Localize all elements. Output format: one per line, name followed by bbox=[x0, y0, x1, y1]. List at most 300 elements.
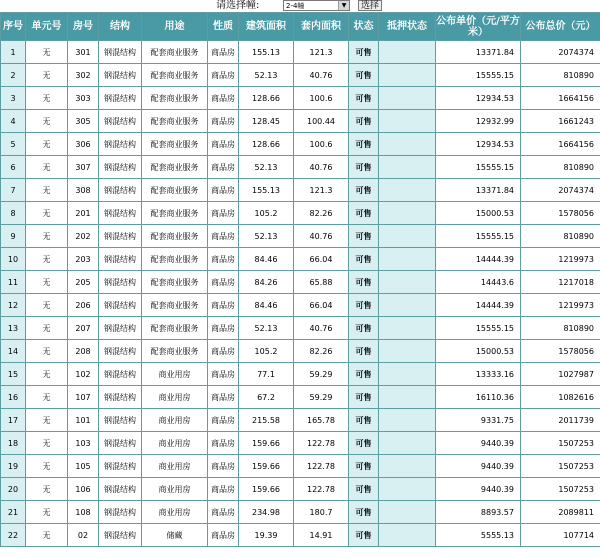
row-floor-area-cell: 52.13 bbox=[239, 64, 294, 87]
row-structure-cell: 钢混结构 bbox=[99, 455, 142, 478]
building-select[interactable] bbox=[283, 0, 350, 11]
row-unit-price-cell: 14444.39 bbox=[436, 248, 521, 271]
row-seq-cell: 12 bbox=[1, 294, 26, 317]
row-structure-cell: 钢混结构 bbox=[99, 317, 142, 340]
row-floor-area-cell: 67.2 bbox=[239, 386, 294, 409]
row-mortgage-cell bbox=[379, 340, 436, 363]
row-unit-price-cell: 15555.15 bbox=[436, 317, 521, 340]
row-nature-cell: 商品房 bbox=[208, 478, 239, 501]
row-usage-cell: 商业用房 bbox=[142, 455, 208, 478]
row-total-price-cell: 1664156 bbox=[521, 133, 600, 156]
row-unit-price-cell: 15000.53 bbox=[436, 340, 521, 363]
row-unit-price-cell: 15555.15 bbox=[436, 156, 521, 179]
row-nature-cell: 商品房 bbox=[208, 455, 239, 478]
row-total-price-cell: 1578056 bbox=[521, 202, 600, 225]
row-unit-price-cell: 12934.53 bbox=[436, 87, 521, 110]
table-row[interactable] bbox=[1, 317, 600, 340]
row-structure-cell: 钢混结构 bbox=[99, 501, 142, 524]
row-floor-area-cell: 84.46 bbox=[239, 294, 294, 317]
row-structure-cell: 钢混结构 bbox=[99, 432, 142, 455]
building-filter-bar bbox=[0, 0, 600, 12]
row-total-price-cell: 810890 bbox=[521, 64, 600, 87]
row-inner-area-cell: 59.29 bbox=[294, 386, 349, 409]
row-seq-cell: 11 bbox=[1, 271, 26, 294]
row-unit-cell: 无 bbox=[26, 248, 68, 271]
row-unit-cell: 无 bbox=[26, 455, 68, 478]
row-floor-area-cell: 77.1 bbox=[239, 363, 294, 386]
row-total-price-cell: 1507253 bbox=[521, 455, 600, 478]
row-mortgage-cell bbox=[379, 248, 436, 271]
row-structure-cell: 钢混结构 bbox=[99, 248, 142, 271]
header-col-status: 状态 bbox=[349, 13, 379, 41]
row-inner-area-cell: 100.6 bbox=[294, 87, 349, 110]
row-inner-area-cell: 165.78 bbox=[294, 409, 349, 432]
row-room-cell: 302 bbox=[68, 64, 99, 87]
row-floor-area-cell: 128.45 bbox=[239, 110, 294, 133]
table-row[interactable] bbox=[1, 524, 600, 547]
table-row[interactable] bbox=[1, 432, 600, 455]
row-status-cell: 可售 bbox=[349, 478, 379, 501]
row-structure-cell: 钢混结构 bbox=[99, 202, 142, 225]
row-mortgage-cell bbox=[379, 432, 436, 455]
row-nature-cell: 商品房 bbox=[208, 133, 239, 156]
row-structure-cell: 钢混结构 bbox=[99, 64, 142, 87]
row-floor-area-cell: 159.66 bbox=[239, 478, 294, 501]
row-inner-area-cell: 121.3 bbox=[294, 179, 349, 202]
row-nature-cell: 商品房 bbox=[208, 294, 239, 317]
row-room-cell: 101 bbox=[68, 409, 99, 432]
row-inner-area-cell: 180.7 bbox=[294, 501, 349, 524]
row-mortgage-cell bbox=[379, 64, 436, 87]
row-unit-cell: 无 bbox=[26, 409, 68, 432]
row-usage-cell: 配套商业服务 bbox=[142, 248, 208, 271]
row-total-price-cell: 1507253 bbox=[521, 432, 600, 455]
row-status-cell: 可售 bbox=[349, 225, 379, 248]
row-unit-price-cell: 8893.57 bbox=[436, 501, 521, 524]
row-status-cell: 可售 bbox=[349, 64, 379, 87]
row-inner-area-cell: 66.04 bbox=[294, 248, 349, 271]
row-inner-area-cell: 65.88 bbox=[294, 271, 349, 294]
row-unit-price-cell: 9440.39 bbox=[436, 478, 521, 501]
row-room-cell: 103 bbox=[68, 432, 99, 455]
row-mortgage-cell bbox=[379, 41, 436, 64]
select-button[interactable]: 选择 bbox=[358, 0, 382, 11]
row-status-cell: 可售 bbox=[349, 386, 379, 409]
header-col-inner-area: 套内面积 bbox=[294, 13, 349, 41]
row-floor-area-cell: 159.66 bbox=[239, 455, 294, 478]
table-row[interactable] bbox=[1, 225, 600, 248]
row-structure-cell: 钢混结构 bbox=[99, 478, 142, 501]
row-status-cell: 可售 bbox=[349, 133, 379, 156]
table-row[interactable] bbox=[1, 386, 600, 409]
row-seq-cell: 18 bbox=[1, 432, 26, 455]
row-unit-cell: 无 bbox=[26, 386, 68, 409]
row-usage-cell: 配套商业服务 bbox=[142, 87, 208, 110]
row-status-cell: 可售 bbox=[349, 202, 379, 225]
row-unit-cell: 无 bbox=[26, 340, 68, 363]
row-mortgage-cell bbox=[379, 225, 436, 248]
row-nature-cell: 商品房 bbox=[208, 202, 239, 225]
row-seq-cell: 13 bbox=[1, 317, 26, 340]
row-status-cell: 可售 bbox=[349, 524, 379, 547]
row-unit-price-cell: 9440.39 bbox=[436, 455, 521, 478]
row-nature-cell: 商品房 bbox=[208, 271, 239, 294]
row-floor-area-cell: 52.13 bbox=[239, 156, 294, 179]
row-mortgage-cell bbox=[379, 455, 436, 478]
row-structure-cell: 钢混结构 bbox=[99, 271, 142, 294]
table-row[interactable] bbox=[1, 202, 600, 225]
row-mortgage-cell bbox=[379, 156, 436, 179]
unit-listing-table bbox=[0, 12, 600, 547]
table-row[interactable] bbox=[1, 133, 600, 156]
row-status-cell: 可售 bbox=[349, 363, 379, 386]
row-total-price-cell: 2011739 bbox=[521, 409, 600, 432]
row-unit-price-cell: 12934.53 bbox=[436, 133, 521, 156]
row-unit-cell: 无 bbox=[26, 363, 68, 386]
row-seq-cell: 9 bbox=[1, 225, 26, 248]
row-structure-cell: 钢混结构 bbox=[99, 41, 142, 64]
header-col-usage: 用途 bbox=[142, 13, 208, 41]
row-unit-price-cell: 15555.15 bbox=[436, 64, 521, 87]
row-status-cell: 可售 bbox=[349, 41, 379, 64]
row-floor-area-cell: 128.66 bbox=[239, 87, 294, 110]
row-inner-area-cell: 40.76 bbox=[294, 156, 349, 179]
row-seq-cell: 19 bbox=[1, 455, 26, 478]
row-seq-cell: 15 bbox=[1, 363, 26, 386]
row-seq-cell: 16 bbox=[1, 386, 26, 409]
row-unit-cell: 无 bbox=[26, 202, 68, 225]
row-room-cell: 205 bbox=[68, 271, 99, 294]
row-nature-cell: 商品房 bbox=[208, 248, 239, 271]
building-select-label: 请选择幢: bbox=[216, 0, 260, 11]
row-room-cell: 102 bbox=[68, 363, 99, 386]
row-floor-area-cell: 52.13 bbox=[239, 225, 294, 248]
row-usage-cell: 配套商业服务 bbox=[142, 110, 208, 133]
row-usage-cell: 配套商业服务 bbox=[142, 133, 208, 156]
row-total-price-cell: 2089811 bbox=[521, 501, 600, 524]
row-room-cell: 202 bbox=[68, 225, 99, 248]
row-seq-cell: 6 bbox=[1, 156, 26, 179]
row-structure-cell: 钢混结构 bbox=[99, 363, 142, 386]
row-structure-cell: 钢混结构 bbox=[99, 87, 142, 110]
row-unit-price-cell: 14444.39 bbox=[436, 294, 521, 317]
row-inner-area-cell: 122.78 bbox=[294, 478, 349, 501]
row-mortgage-cell bbox=[379, 478, 436, 501]
row-total-price-cell: 810890 bbox=[521, 156, 600, 179]
row-nature-cell: 商品房 bbox=[208, 317, 239, 340]
row-structure-cell: 钢混结构 bbox=[99, 225, 142, 248]
row-seq-cell: 21 bbox=[1, 501, 26, 524]
row-usage-cell: 配套商业服务 bbox=[142, 271, 208, 294]
row-total-price-cell: 1082616 bbox=[521, 386, 600, 409]
header-col-total-price: 公布总价（元） bbox=[521, 13, 600, 41]
row-inner-area-cell: 40.76 bbox=[294, 225, 349, 248]
row-total-price-cell: 2074374 bbox=[521, 179, 600, 202]
row-floor-area-cell: 84.46 bbox=[239, 248, 294, 271]
row-nature-cell: 商品房 bbox=[208, 110, 239, 133]
row-usage-cell: 商业用房 bbox=[142, 363, 208, 386]
row-floor-area-cell: 155.13 bbox=[239, 179, 294, 202]
row-status-cell: 可售 bbox=[349, 455, 379, 478]
row-nature-cell: 商品房 bbox=[208, 501, 239, 524]
row-usage-cell: 商业用房 bbox=[142, 409, 208, 432]
row-floor-area-cell: 155.13 bbox=[239, 41, 294, 64]
row-structure-cell: 钢混结构 bbox=[99, 294, 142, 317]
row-status-cell: 可售 bbox=[349, 317, 379, 340]
row-floor-area-cell: 105.2 bbox=[239, 202, 294, 225]
row-unit-price-cell: 13371.84 bbox=[436, 179, 521, 202]
row-mortgage-cell bbox=[379, 202, 436, 225]
row-seq-cell: 8 bbox=[1, 202, 26, 225]
row-status-cell: 可售 bbox=[349, 409, 379, 432]
table-row[interactable] bbox=[1, 409, 600, 432]
row-room-cell: 206 bbox=[68, 294, 99, 317]
table-row[interactable] bbox=[1, 340, 600, 363]
table-row[interactable] bbox=[1, 501, 600, 524]
row-floor-area-cell: 52.13 bbox=[239, 317, 294, 340]
row-inner-area-cell: 66.04 bbox=[294, 294, 349, 317]
row-structure-cell: 钢混结构 bbox=[99, 524, 142, 547]
row-room-cell: 208 bbox=[68, 340, 99, 363]
table-row[interactable] bbox=[1, 271, 600, 294]
row-unit-cell: 无 bbox=[26, 271, 68, 294]
chevron-down-icon[interactable]: ▼ bbox=[338, 1, 349, 10]
row-seq-cell: 22 bbox=[1, 524, 26, 547]
row-nature-cell: 商品房 bbox=[208, 41, 239, 64]
row-nature-cell: 商品房 bbox=[208, 179, 239, 202]
row-unit-cell: 无 bbox=[26, 524, 68, 547]
row-unit-price-cell: 13333.16 bbox=[436, 363, 521, 386]
row-room-cell: 02 bbox=[68, 524, 99, 547]
row-status-cell: 可售 bbox=[349, 179, 379, 202]
building-select-value: 2-4幢 bbox=[286, 2, 305, 10]
row-nature-cell: 商品房 bbox=[208, 64, 239, 87]
row-usage-cell: 配套商业服务 bbox=[142, 64, 208, 87]
row-unit-price-cell: 9331.75 bbox=[436, 409, 521, 432]
row-unit-cell: 无 bbox=[26, 41, 68, 64]
row-room-cell: 107 bbox=[68, 386, 99, 409]
row-inner-area-cell: 121.3 bbox=[294, 41, 349, 64]
row-usage-cell: 配套商业服务 bbox=[142, 156, 208, 179]
row-room-cell: 203 bbox=[68, 248, 99, 271]
row-mortgage-cell bbox=[379, 363, 436, 386]
row-status-cell: 可售 bbox=[349, 110, 379, 133]
row-nature-cell: 商品房 bbox=[208, 340, 239, 363]
row-structure-cell: 钢混结构 bbox=[99, 133, 142, 156]
row-unit-cell: 无 bbox=[26, 156, 68, 179]
row-status-cell: 可售 bbox=[349, 248, 379, 271]
table-row[interactable] bbox=[1, 455, 600, 478]
row-total-price-cell: 1027987 bbox=[521, 363, 600, 386]
row-mortgage-cell bbox=[379, 133, 436, 156]
row-room-cell: 108 bbox=[68, 501, 99, 524]
row-nature-cell: 商品房 bbox=[208, 156, 239, 179]
row-room-cell: 306 bbox=[68, 133, 99, 156]
row-inner-area-cell: 14.91 bbox=[294, 524, 349, 547]
row-nature-cell: 商品房 bbox=[208, 432, 239, 455]
row-mortgage-cell bbox=[379, 524, 436, 547]
row-status-cell: 可售 bbox=[349, 432, 379, 455]
row-total-price-cell: 107714 bbox=[521, 524, 600, 547]
row-unit-cell: 无 bbox=[26, 501, 68, 524]
row-total-price-cell: 1217018 bbox=[521, 271, 600, 294]
row-inner-area-cell: 59.29 bbox=[294, 363, 349, 386]
row-total-price-cell: 1219973 bbox=[521, 294, 600, 317]
row-usage-cell: 配套商业服务 bbox=[142, 202, 208, 225]
row-seq-cell: 14 bbox=[1, 340, 26, 363]
header-col-mortgage: 抵押状态 bbox=[379, 13, 436, 41]
row-usage-cell: 储藏 bbox=[142, 524, 208, 547]
row-room-cell: 308 bbox=[68, 179, 99, 202]
row-unit-price-cell: 15000.53 bbox=[436, 202, 521, 225]
row-total-price-cell: 1219973 bbox=[521, 248, 600, 271]
row-room-cell: 305 bbox=[68, 110, 99, 133]
table-row[interactable] bbox=[1, 110, 600, 133]
row-unit-price-cell: 14443.6 bbox=[436, 271, 521, 294]
row-inner-area-cell: 82.26 bbox=[294, 202, 349, 225]
row-total-price-cell: 1507253 bbox=[521, 478, 600, 501]
table-row[interactable] bbox=[1, 363, 600, 386]
header-col-room: 房号 bbox=[68, 13, 99, 41]
row-floor-area-cell: 128.66 bbox=[239, 133, 294, 156]
row-total-price-cell: 810890 bbox=[521, 225, 600, 248]
table-row[interactable] bbox=[1, 156, 600, 179]
row-unit-cell: 无 bbox=[26, 432, 68, 455]
row-room-cell: 201 bbox=[68, 202, 99, 225]
header-col-unit-price: 公布单价（元/平方米） bbox=[436, 13, 521, 41]
row-inner-area-cell: 40.76 bbox=[294, 317, 349, 340]
row-usage-cell: 商业用房 bbox=[142, 501, 208, 524]
row-nature-cell: 商品房 bbox=[208, 386, 239, 409]
row-status-cell: 可售 bbox=[349, 501, 379, 524]
table-row[interactable] bbox=[1, 248, 600, 271]
table-header-row bbox=[1, 13, 600, 41]
row-total-price-cell: 2074374 bbox=[521, 41, 600, 64]
row-room-cell: 301 bbox=[68, 41, 99, 64]
row-seq-cell: 10 bbox=[1, 248, 26, 271]
row-mortgage-cell bbox=[379, 110, 436, 133]
row-unit-price-cell: 5555.13 bbox=[436, 524, 521, 547]
row-unit-cell: 无 bbox=[26, 317, 68, 340]
table-row[interactable] bbox=[1, 179, 600, 202]
row-seq-cell: 3 bbox=[1, 87, 26, 110]
row-floor-area-cell: 105.2 bbox=[239, 340, 294, 363]
table-row[interactable] bbox=[1, 64, 600, 87]
row-status-cell: 可售 bbox=[349, 294, 379, 317]
row-unit-price-cell: 13371.84 bbox=[436, 41, 521, 64]
header-col-floor-area: 建筑面积 bbox=[239, 13, 294, 41]
table-row[interactable] bbox=[1, 478, 600, 501]
row-room-cell: 307 bbox=[68, 156, 99, 179]
row-seq-cell: 1 bbox=[1, 41, 26, 64]
table-row[interactable] bbox=[1, 41, 600, 64]
row-nature-cell: 商品房 bbox=[208, 225, 239, 248]
row-seq-cell: 4 bbox=[1, 110, 26, 133]
row-structure-cell: 钢混结构 bbox=[99, 179, 142, 202]
row-floor-area-cell: 84.26 bbox=[239, 271, 294, 294]
table-row[interactable] bbox=[1, 87, 600, 110]
row-inner-area-cell: 122.78 bbox=[294, 455, 349, 478]
row-nature-cell: 商品房 bbox=[208, 409, 239, 432]
header-col-unit: 单元号 bbox=[26, 13, 68, 41]
row-unit-price-cell: 9440.39 bbox=[436, 432, 521, 455]
row-status-cell: 可售 bbox=[349, 271, 379, 294]
row-mortgage-cell bbox=[379, 271, 436, 294]
row-room-cell: 207 bbox=[68, 317, 99, 340]
row-unit-cell: 无 bbox=[26, 87, 68, 110]
header-col-seq: 序号 bbox=[1, 13, 26, 41]
row-seq-cell: 5 bbox=[1, 133, 26, 156]
row-unit-price-cell: 16110.36 bbox=[436, 386, 521, 409]
row-usage-cell: 配套商业服务 bbox=[142, 41, 208, 64]
row-seq-cell: 17 bbox=[1, 409, 26, 432]
row-nature-cell: 商品房 bbox=[208, 87, 239, 110]
row-total-price-cell: 1578056 bbox=[521, 340, 600, 363]
row-status-cell: 可售 bbox=[349, 340, 379, 363]
row-total-price-cell: 1661243 bbox=[521, 110, 600, 133]
row-floor-area-cell: 215.58 bbox=[239, 409, 294, 432]
row-floor-area-cell: 159.66 bbox=[239, 432, 294, 455]
header-col-structure: 结构 bbox=[99, 13, 142, 41]
table-row[interactable] bbox=[1, 294, 600, 317]
row-structure-cell: 钢混结构 bbox=[99, 409, 142, 432]
row-total-price-cell: 810890 bbox=[521, 317, 600, 340]
row-unit-cell: 无 bbox=[26, 179, 68, 202]
row-unit-price-cell: 12932.99 bbox=[436, 110, 521, 133]
row-floor-area-cell: 19.39 bbox=[239, 524, 294, 547]
row-unit-cell: 无 bbox=[26, 294, 68, 317]
row-room-cell: 303 bbox=[68, 87, 99, 110]
row-unit-price-cell: 15555.15 bbox=[436, 225, 521, 248]
row-status-cell: 可售 bbox=[349, 87, 379, 110]
row-structure-cell: 钢混结构 bbox=[99, 110, 142, 133]
row-usage-cell: 商业用房 bbox=[142, 432, 208, 455]
row-floor-area-cell: 234.98 bbox=[239, 501, 294, 524]
row-mortgage-cell bbox=[379, 386, 436, 409]
row-usage-cell: 配套商业服务 bbox=[142, 317, 208, 340]
row-inner-area-cell: 100.6 bbox=[294, 133, 349, 156]
row-inner-area-cell: 122.78 bbox=[294, 432, 349, 455]
row-mortgage-cell bbox=[379, 317, 436, 340]
row-inner-area-cell: 82.26 bbox=[294, 340, 349, 363]
row-room-cell: 106 bbox=[68, 478, 99, 501]
row-unit-cell: 无 bbox=[26, 64, 68, 87]
row-structure-cell: 钢混结构 bbox=[99, 340, 142, 363]
row-nature-cell: 商品房 bbox=[208, 363, 239, 386]
row-total-price-cell: 1664156 bbox=[521, 87, 600, 110]
row-seq-cell: 2 bbox=[1, 64, 26, 87]
row-mortgage-cell bbox=[379, 179, 436, 202]
row-usage-cell: 商业用房 bbox=[142, 478, 208, 501]
row-unit-cell: 无 bbox=[26, 133, 68, 156]
row-mortgage-cell bbox=[379, 87, 436, 110]
row-unit-cell: 无 bbox=[26, 225, 68, 248]
row-seq-cell: 7 bbox=[1, 179, 26, 202]
row-usage-cell: 配套商业服务 bbox=[142, 340, 208, 363]
row-room-cell: 105 bbox=[68, 455, 99, 478]
row-mortgage-cell bbox=[379, 294, 436, 317]
row-usage-cell: 商业用房 bbox=[142, 386, 208, 409]
row-usage-cell: 配套商业服务 bbox=[142, 179, 208, 202]
row-usage-cell: 配套商业服务 bbox=[142, 294, 208, 317]
row-inner-area-cell: 40.76 bbox=[294, 64, 349, 87]
table-body bbox=[1, 41, 600, 547]
row-nature-cell: 商品房 bbox=[208, 524, 239, 547]
row-unit-cell: 无 bbox=[26, 478, 68, 501]
row-usage-cell: 配套商业服务 bbox=[142, 225, 208, 248]
row-structure-cell: 钢混结构 bbox=[99, 386, 142, 409]
row-seq-cell: 20 bbox=[1, 478, 26, 501]
